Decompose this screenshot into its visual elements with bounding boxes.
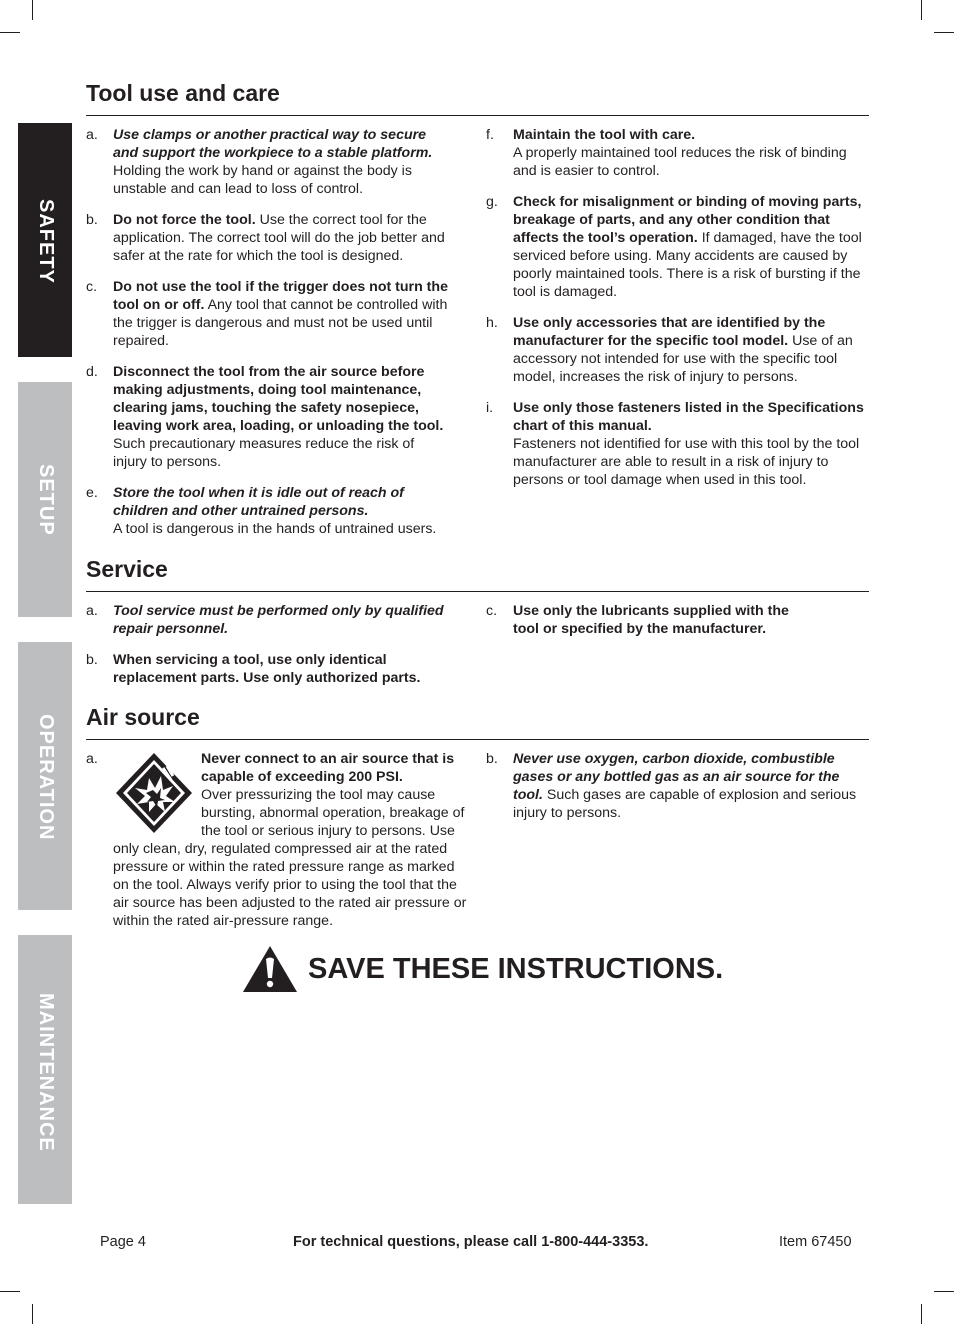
item-text: Such precautionary measures reduce the risk of injury to persons. — [113, 436, 415, 470]
item-letter: b. — [486, 751, 498, 767]
crop-mark — [0, 32, 20, 33]
item-letter: d. — [86, 364, 98, 380]
item-letter: e. — [86, 485, 98, 501]
item-letter: a. — [86, 603, 98, 619]
item-text: Such gases are capable of explosion and serious injury to persons. — [513, 787, 857, 821]
list-item — [86, 602, 451, 638]
item-text: Over pressurizing the tool may cause bursting, abnormal operation, breakage of the tool or serious injury to persons. Use only clean, dry, regulated compressed air at the rated pressure or within the rated pressure range as marked on the tool. Always verify prior to using the tool that the air source has been adjusted to the rated air pressure or within the rated air-pressure range. — [113, 787, 467, 929]
item-text: Holding the work by hand or against the body is unstable and can lead to loss of control. — [113, 163, 412, 197]
item-text: A tool is dangerous in the hands of untrained users. — [113, 521, 437, 537]
tool-use-left-column — [86, 126, 451, 551]
save-instructions-text: SAVE THESE INSTRUCTIONS. — [308, 952, 724, 985]
item-letter: a. — [86, 127, 98, 143]
item-letter: g. — [486, 194, 498, 210]
item-lead: Maintain the tool with care. — [513, 127, 696, 143]
footer-phone: For technical questions, please call 1-800-444-3353. — [293, 1234, 649, 1250]
tab-maintenance-label: MAINTENANCE — [35, 993, 57, 1152]
item-lead: Tool service must be performed only by qualified repair personnel. — [113, 603, 444, 637]
item-text: Use the correct tool for the application. The correct tool will do the job better and safer at the rate for which the tool is designed. — [113, 212, 445, 264]
list-item — [86, 278, 451, 350]
save-instructions-banner — [242, 944, 723, 994]
item-letter: i. — [486, 400, 494, 416]
crop-mark — [934, 32, 954, 33]
item-lead: When servicing a tool, use only identical replacement parts. Use only authorized parts. — [113, 652, 421, 686]
tab-safety-label: SAFETY — [35, 199, 57, 284]
item-lead: Disconnect the tool from the air source before making adjustments, doing tool maintenance, clearing jams, touching the safety nosepiece, leaving work area, loading, or unloading the tool. — [113, 364, 444, 434]
list-item — [86, 651, 451, 687]
list-item — [86, 484, 451, 538]
tab-maintenance[interactable] — [18, 935, 72, 1204]
item-lead: Do not use the tool if the trigger does not turn the tool on or off. — [113, 279, 448, 313]
tab-operation-label: OPERATION — [35, 714, 57, 841]
item-text: Fasteners not identified for use with this tool by the tool manufacturer are able to result in a risk of injury to persons or tool damage when used in this tool. — [513, 436, 860, 488]
section-rule — [86, 115, 869, 116]
item-letter: c. — [86, 279, 98, 295]
warning-triangle-icon — [242, 944, 298, 994]
item-lead: Use clamps or another practical way to secure and support the workpiece to a stable platform. — [113, 127, 433, 161]
item-letter: f. — [486, 127, 494, 143]
item-letter: a. — [86, 751, 98, 767]
item-lead: Never connect to an air source that is capable of exceeding 200 PSI. — [201, 751, 455, 785]
item-lead: Check for misalignment or binding of moving parts, breakage of parts, and any other condition that affects the tool’s operation. — [513, 194, 862, 246]
crop-mark — [921, 1304, 922, 1324]
list-item — [486, 399, 866, 489]
list-item — [486, 193, 866, 301]
crop-mark — [32, 0, 33, 20]
section-rule — [86, 591, 869, 592]
tab-safety[interactable] — [18, 123, 72, 357]
item-text: Use of an accessory not intended for use with the specific tool model, increases the risk of injury to persons. — [513, 333, 853, 385]
crop-mark — [0, 1291, 20, 1292]
list-item — [86, 211, 451, 265]
service-right-column — [486, 602, 816, 651]
item-lead: Do not force the tool. — [113, 212, 256, 228]
section-rule — [86, 739, 869, 740]
item-text: A properly maintained tool reduces the risk of binding and is easier to control. — [513, 145, 847, 179]
crop-mark — [32, 1304, 33, 1324]
tab-operation[interactable] — [18, 642, 72, 910]
item-letter: h. — [486, 315, 498, 331]
section-title-tool-use: Tool use and care — [86, 80, 280, 106]
air-left-column — [86, 750, 470, 943]
list-item — [486, 314, 866, 386]
item-letter: b. — [86, 212, 98, 228]
tool-use-right-column — [486, 126, 866, 502]
item-letter: c. — [486, 603, 498, 619]
item-text: Any tool that cannot be controlled with the trigger is dangerous and must not be used until repaired. — [113, 297, 448, 349]
item-lead: Use only those fasteners listed in the Specifications chart of this manual. — [513, 400, 864, 434]
item-letter: b. — [86, 652, 98, 668]
service-left-column — [86, 602, 451, 700]
list-item — [86, 363, 451, 471]
footer-item-number: Item 67450 — [779, 1234, 852, 1250]
section-title-service: Service — [86, 556, 168, 582]
item-lead: Use only the lubricants supplied with the tool or specified by the manufacturer. — [513, 603, 789, 637]
list-item — [486, 126, 866, 180]
list-item — [486, 602, 816, 638]
list-item — [86, 750, 470, 930]
tab-setup[interactable] — [18, 382, 72, 617]
item-text: If damaged, have the tool serviced before using. Many accidents are caused by poorly maintained tools. There is a risk of bursting if the tool is damaged. — [513, 230, 862, 300]
item-lead: Never use oxygen, carbon dioxide, combustible gases or any bottled gas as an air source for the tool. — [513, 751, 840, 803]
section-title-air-source: Air source — [86, 704, 200, 730]
footer-page-number: Page 4 — [100, 1234, 146, 1250]
list-item — [86, 126, 451, 198]
list-item — [486, 750, 864, 822]
explosion-hazard-icon — [113, 750, 201, 840]
air-right-column — [486, 750, 864, 835]
crop-mark — [934, 1291, 954, 1292]
item-lead: Store the tool when it is idle out of reach of children and other untrained persons. — [113, 485, 404, 519]
tab-setup-label: SETUP — [35, 464, 57, 536]
item-lead: Use only accessories that are identified by the manufacturer for the specific tool model. — [513, 315, 826, 349]
crop-mark — [921, 0, 922, 20]
